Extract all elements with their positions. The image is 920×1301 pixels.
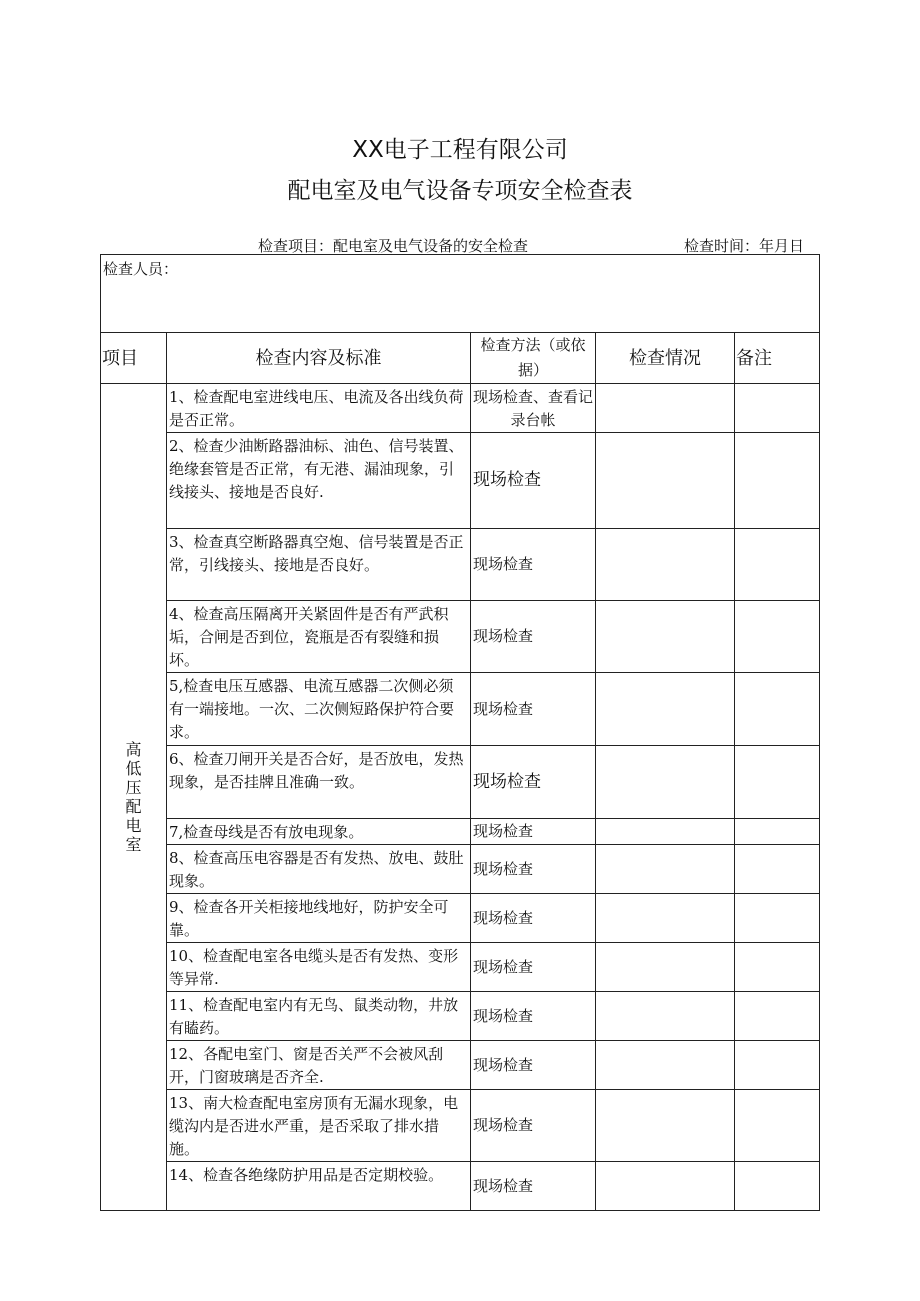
row-method: 现场检查 bbox=[471, 819, 596, 845]
row-content: 7,检查母线是否有放电现象。 bbox=[167, 819, 471, 845]
form-title: 配电室及电气设备专项安全检查表 bbox=[287, 178, 633, 204]
row-status[interactable] bbox=[596, 845, 735, 894]
area-cell bbox=[101, 384, 167, 1211]
row-note[interactable] bbox=[735, 601, 820, 673]
table-row bbox=[101, 673, 820, 746]
row-note[interactable] bbox=[735, 992, 820, 1041]
inspection-table bbox=[100, 254, 820, 1211]
table-row bbox=[101, 845, 820, 894]
row-status[interactable] bbox=[596, 1090, 735, 1162]
table-row bbox=[101, 601, 820, 673]
inspectors-cell[interactable] bbox=[101, 255, 820, 333]
table-row bbox=[101, 894, 820, 943]
table-row bbox=[101, 529, 820, 601]
row-method: 现场检查 bbox=[471, 1041, 596, 1090]
row-method: 现场检查 bbox=[471, 746, 596, 819]
row-status[interactable] bbox=[596, 433, 735, 529]
row-content: 9、检查各开关柜接地线地好，防护安全可靠。 bbox=[167, 894, 471, 943]
table-row bbox=[101, 1041, 820, 1090]
row-status[interactable] bbox=[596, 894, 735, 943]
row-method: 现场检查 bbox=[471, 1090, 596, 1162]
row-method: 现场检查 bbox=[471, 673, 596, 746]
company-title: XX电子工程有限公司 bbox=[352, 137, 568, 163]
row-status[interactable] bbox=[596, 673, 735, 746]
row-content: 8、检查高压电容器是否有发热、放电、鼓肚现象。 bbox=[167, 845, 471, 894]
table-row bbox=[101, 384, 820, 433]
row-status[interactable] bbox=[596, 601, 735, 673]
table-row bbox=[101, 943, 820, 992]
row-status[interactable] bbox=[596, 1041, 735, 1090]
row-note[interactable] bbox=[735, 1041, 820, 1090]
row-content: 5,检查电压互感器、电流互感器二次侧必须有一端接地。一次、二次侧短路保护符合要求。 bbox=[167, 673, 471, 746]
row-note[interactable] bbox=[735, 943, 820, 992]
table-row bbox=[101, 1162, 820, 1211]
inspectors-row bbox=[101, 255, 820, 333]
row-status[interactable] bbox=[596, 819, 735, 845]
row-note[interactable] bbox=[735, 1090, 820, 1162]
header-note: 备注 bbox=[735, 333, 820, 384]
inspection-project-label: 检查项目：配电室及电气设备的安全检查 bbox=[258, 237, 529, 255]
row-content: 11、检查配电室内有无鸟、鼠类动物，井放有瞌药。 bbox=[167, 992, 471, 1041]
row-content: 1、检查配电室进线电压、电流及各出线负荷是否正常。 bbox=[167, 384, 471, 433]
row-content: 13、南大检查配电室房顶有无漏水现象，电缆沟内是否进水严重，是否采取了排水措施。 bbox=[167, 1090, 471, 1162]
row-note[interactable] bbox=[735, 529, 820, 601]
table-header-row bbox=[101, 333, 820, 384]
row-status[interactable] bbox=[596, 992, 735, 1041]
header-item: 项目 bbox=[101, 333, 167, 384]
inspectors-label: 检查人员： bbox=[103, 260, 179, 278]
row-content: 6、检查刀闸开关是否合好，是否放电，发热现象，是否挂牌且准确一致。 bbox=[167, 746, 471, 819]
area-label: 高低压配电室 bbox=[125, 740, 142, 854]
row-method: 现场检查 bbox=[471, 529, 596, 601]
row-content: 14、检查各绝缘防护用品是否定期校验。 bbox=[167, 1162, 471, 1211]
row-method: 现场检查 bbox=[471, 845, 596, 894]
row-note[interactable] bbox=[735, 1162, 820, 1211]
table-row bbox=[101, 1090, 820, 1162]
row-method: 现场检查、查看记录台帐 bbox=[471, 384, 596, 433]
table-row bbox=[101, 746, 820, 819]
row-method: 现场检查 bbox=[471, 601, 596, 673]
row-method: 现场检查 bbox=[471, 894, 596, 943]
row-status[interactable] bbox=[596, 529, 735, 601]
row-method: 现场检查 bbox=[471, 992, 596, 1041]
row-status[interactable] bbox=[596, 384, 735, 433]
row-note[interactable] bbox=[735, 433, 820, 529]
row-content: 2、检查少油断路器油标、油色、信号装置、绝缘套管是否正常，有无港、漏油现象，引线接头、接地是否良好. bbox=[167, 433, 471, 529]
row-note[interactable] bbox=[735, 384, 820, 433]
row-note[interactable] bbox=[735, 673, 820, 746]
row-note[interactable] bbox=[735, 894, 820, 943]
row-status[interactable] bbox=[596, 943, 735, 992]
row-content: 4、检查高压隔离开关紧固件是否有严武积垢，合闸是否到位，瓷瓶是否有裂缝和损坏。 bbox=[167, 601, 471, 673]
inspection-time-label: 检查时间：年月日 bbox=[684, 237, 805, 255]
row-content: 10、检查配电室各电缆头是否有发热、变形等异常. bbox=[167, 943, 471, 992]
row-method: 现场检查 bbox=[471, 943, 596, 992]
row-method: 现场检查 bbox=[471, 433, 596, 529]
header-method: 检查方法（或依据） bbox=[471, 333, 596, 384]
table-row bbox=[101, 992, 820, 1041]
row-note[interactable] bbox=[735, 746, 820, 819]
row-note[interactable] bbox=[735, 845, 820, 894]
row-method: 现场检查 bbox=[471, 1162, 596, 1211]
table-row bbox=[101, 433, 820, 529]
row-status[interactable] bbox=[596, 746, 735, 819]
header-status: 检查情况 bbox=[596, 333, 735, 384]
table-row bbox=[101, 819, 820, 845]
row-content: 3、检查真空断路器真空炮、信号装置是否正常，引线接头、接地是否良好。 bbox=[167, 529, 471, 601]
header-content: 检查内容及标准 bbox=[167, 333, 471, 384]
row-note[interactable] bbox=[735, 819, 820, 845]
row-content: 12、各配电室门、窗是否关严不会被风刮开，门窗玻璃是否齐全. bbox=[167, 1041, 471, 1090]
row-status[interactable] bbox=[596, 1162, 735, 1211]
